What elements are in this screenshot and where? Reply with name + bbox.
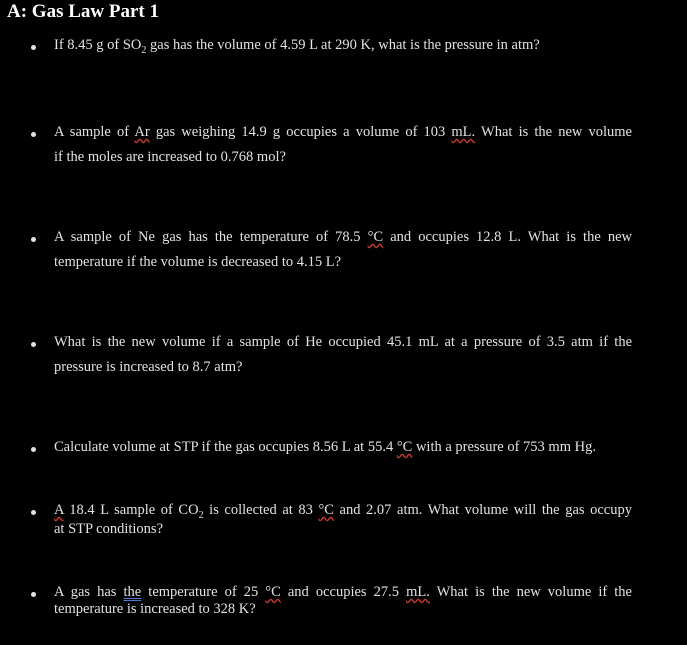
question-text: If 8.45 g of $SO_2$ gas has the volume of 4.59 L at 290 K, what is the pressure in atm? (54, 37, 540, 56)
question-item-3 (54, 229, 632, 271)
question-item-7 (54, 584, 632, 618)
spelling-mark: A (54, 502, 64, 518)
spelling-mark: °C (367, 229, 384, 245)
bullet-icon (31, 447, 36, 452)
question-text-continued: temperature if the volume is decreased to 4.15 L? (54, 254, 342, 270)
question-text: Calculate volume at STP if the gas occupies 8.56 L at 55.4 °C with a pressure of 753 mm Hg. (54, 439, 596, 455)
question-item-6 (54, 502, 632, 538)
bullet-icon (31, 510, 36, 515)
question-text-continued: pressure is increased to 8.7 atm? (54, 359, 243, 375)
bullet-icon (31, 592, 36, 597)
question-text-continued: if the moles are increased to 0.768 mol? (54, 149, 286, 165)
question-text: A sample of Ar gas weighing 14.9 g occupies a volume of 103 mL. What is the new volume (54, 124, 632, 140)
question-text: A sample of Ne gas has the temperature of 78.5 °C and occupies 12.8 L. What is the new (54, 229, 633, 245)
spelling-mark: mL. (406, 584, 430, 600)
section-heading: A: Gas Law Part 1 (7, 1, 159, 22)
spelling-mark: °C (265, 584, 281, 600)
bullet-icon (31, 132, 36, 137)
question-item-1 (54, 37, 632, 56)
question-text-continued: temperature is increased to 328 K? (54, 601, 256, 617)
question-item-5 (54, 439, 632, 456)
question-text: A 18.4 L sample of $CO_2$ is collected at 83 °C and 2.07 atm. What volume will the gas occupy (54, 502, 632, 521)
bullet-icon (31, 237, 36, 242)
spelling-mark: °C (396, 439, 413, 455)
spelling-mark: mL. (451, 124, 476, 140)
question-text-continued: at STP conditions? (54, 520, 164, 537)
question-text: What is the new volume if a sample of He occupied 45.1 mL at a pressure of 3.5 atm if the (54, 334, 632, 350)
bullet-icon (31, 342, 36, 347)
question-text: A gas has the temperature of 25 °C and occupies 27.5 mL. What is the new volume if the (54, 584, 632, 600)
spelling-mark: °C (318, 502, 334, 518)
question-item-2 (54, 124, 632, 166)
spelling-mark: Ar (134, 124, 150, 140)
bullet-icon (31, 45, 36, 50)
grammar-mark: the (123, 584, 142, 600)
question-item-4 (54, 334, 632, 376)
